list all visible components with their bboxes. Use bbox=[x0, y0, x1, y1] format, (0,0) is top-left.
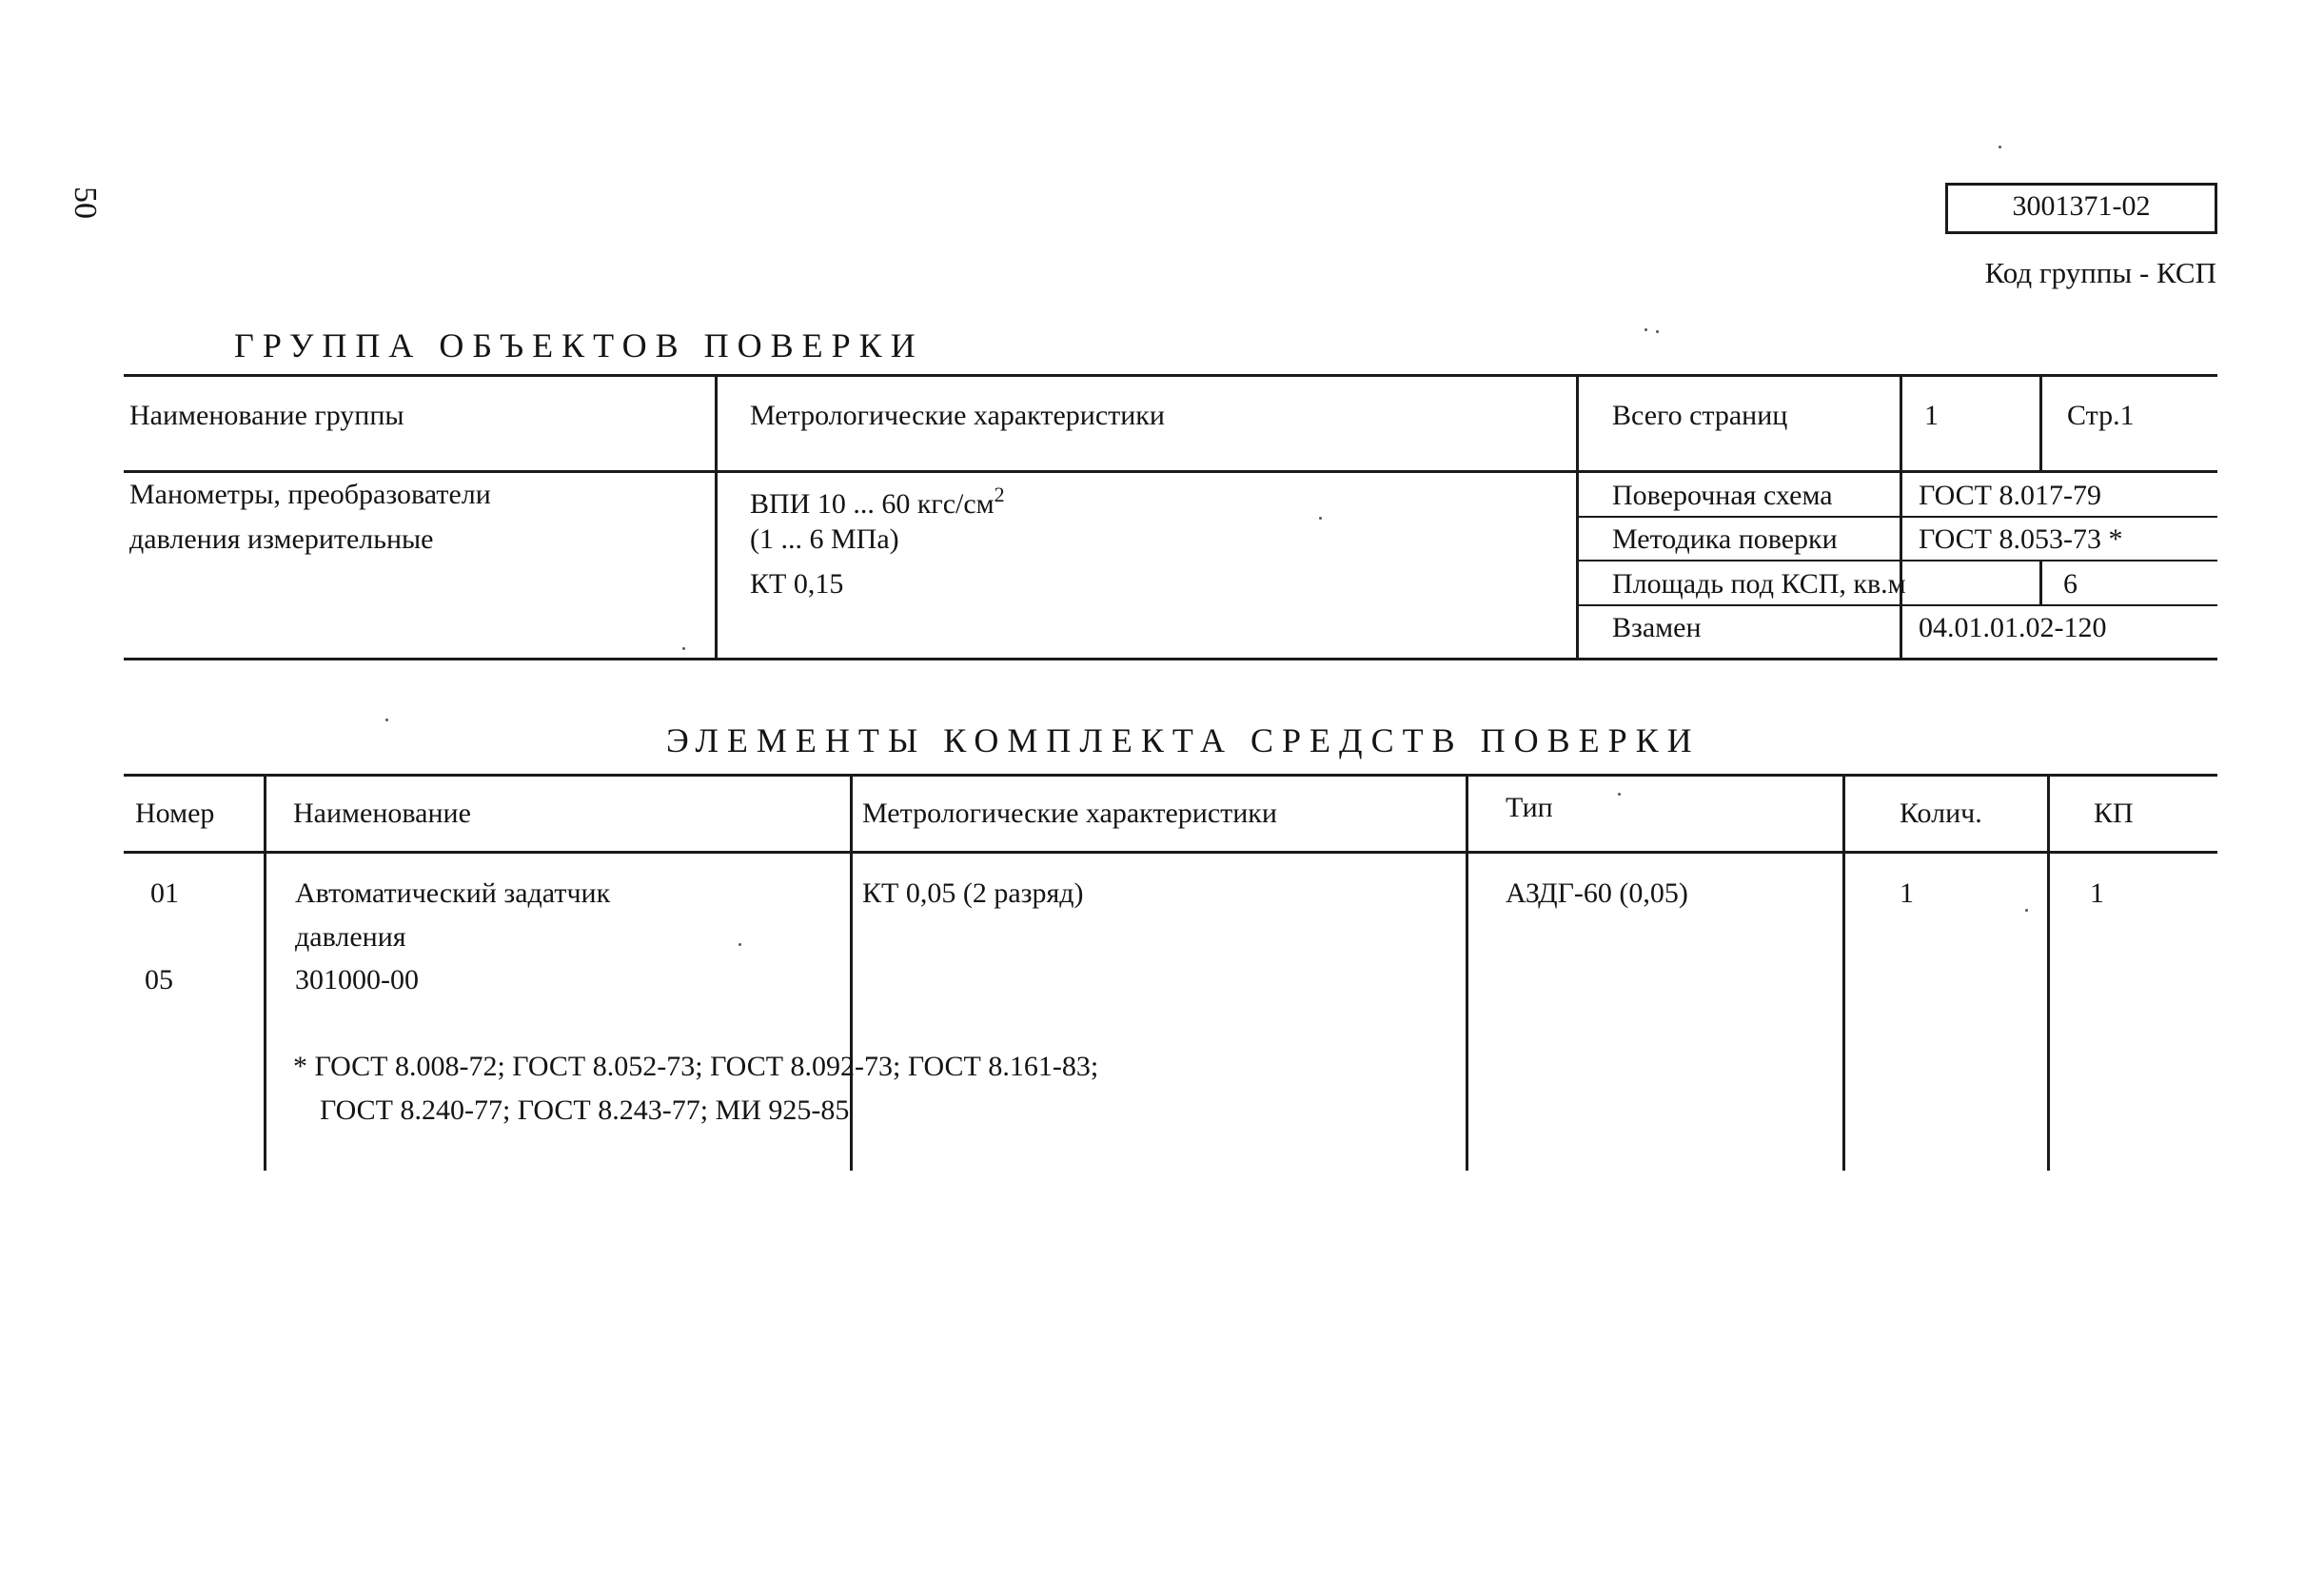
footnote-line-1: * ГОСТ 8.008-72; ГОСТ 8.052-73; ГОСТ 8.092-73; ГОСТ 8.161-83; bbox=[293, 1051, 1099, 1082]
info-value-replaces: 04.01.01.02-120 bbox=[1919, 612, 2107, 643]
section2-top-rule bbox=[124, 774, 2217, 777]
info-label-area: Площадь под КСП, кв.м bbox=[1612, 568, 1906, 600]
info-value-method: ГОСТ 8.053-73 * bbox=[1919, 523, 2123, 555]
section1-header-rule bbox=[124, 470, 2217, 473]
row1-kp: 1 bbox=[2090, 877, 2104, 909]
col-header-element-metrology: Метрологические характеристики bbox=[862, 798, 1277, 829]
metrology-mpa: (1 ... 6 МПа) bbox=[750, 523, 899, 555]
scan-speck bbox=[2025, 909, 2028, 912]
info-rule-1 bbox=[1578, 516, 2217, 518]
scan-speck bbox=[682, 647, 685, 650]
col-header-qty: Колич. bbox=[1900, 798, 1982, 829]
section1-col-divider-2 bbox=[1576, 376, 1579, 660]
section2-header-rule bbox=[124, 851, 2217, 854]
group-name-line-2: давления измерительные bbox=[129, 523, 434, 555]
section1-col-divider-4 bbox=[2039, 376, 2042, 471]
doc-code: 3001371-02 bbox=[2012, 190, 2151, 222]
section2-title: ЭЛЕМЕНТЫ КОМПЛЕКТА СРЕДСТВ ПОВЕРКИ bbox=[666, 721, 1701, 759]
section1-col-divider-5 bbox=[2039, 562, 2042, 606]
metrology-range bbox=[750, 479, 1005, 521]
col-header-kp: КП bbox=[2094, 798, 2134, 829]
scan-speck bbox=[1999, 146, 2001, 148]
section2-col-divider-3 bbox=[1466, 776, 1468, 1171]
page-label: Стр.1 bbox=[2067, 400, 2135, 431]
section2-col-divider-5 bbox=[2047, 776, 2050, 1171]
col-header-name: Наименование bbox=[293, 798, 471, 829]
info-label-method: Методика поверки bbox=[1612, 523, 1838, 555]
row1-type: АЗДГ-60 (0,05) bbox=[1506, 877, 1688, 909]
info-label-scheme: Поверочная схема bbox=[1612, 480, 1833, 511]
metrology-class: КТ 0,15 bbox=[750, 568, 844, 600]
section1-col-divider-3 bbox=[1900, 376, 1902, 660]
scan-speck bbox=[1644, 328, 1647, 331]
group-code: Код группы - КСП bbox=[1984, 256, 2216, 289]
doc-code-box bbox=[1945, 183, 2217, 234]
col-header-metrology: Метрологические характеристики bbox=[750, 400, 1165, 431]
row1-qty: 1 bbox=[1900, 877, 1914, 909]
total-pages-value: 1 bbox=[1924, 400, 1939, 431]
row1-name-line-1: Автоматический задатчик bbox=[295, 877, 611, 909]
section1-bottom-rule bbox=[124, 658, 2217, 660]
metrology-range-exponent: 2 bbox=[994, 483, 1005, 506]
scan-speck bbox=[1618, 793, 1621, 796]
metrology-range-text: ВПИ 10 ... 60 кгс/см bbox=[750, 488, 994, 520]
footnote-line-2: ГОСТ 8.240-77; ГОСТ 8.243-77; МИ 925-85 bbox=[320, 1094, 850, 1126]
info-value-area: 6 bbox=[2063, 568, 2078, 600]
scan-speck bbox=[385, 719, 388, 721]
scan-speck bbox=[1656, 330, 1659, 333]
row1-name-line-2: давления bbox=[295, 921, 406, 953]
col-header-group-name: Наименование группы bbox=[129, 400, 404, 431]
section1-top-rule bbox=[124, 374, 2217, 377]
section2-col-divider-2 bbox=[850, 776, 853, 1171]
scan-speck bbox=[738, 943, 741, 946]
section1-title: ГРУППА ОБЪЕКТОВ ПОВЕРКИ bbox=[234, 326, 924, 365]
row2-number: 05 bbox=[145, 964, 173, 995]
col-header-number: Номер bbox=[135, 798, 215, 829]
row2-name: 301000-00 bbox=[295, 964, 419, 995]
section1-col-divider-1 bbox=[715, 376, 718, 660]
info-rule-2 bbox=[1578, 560, 2217, 562]
section2-col-divider-4 bbox=[1842, 776, 1845, 1171]
col-header-total-pages: Всего страниц bbox=[1612, 400, 1788, 431]
row1-metrology: КТ 0,05 (2 разряд) bbox=[862, 877, 1084, 909]
col-header-type: Тип bbox=[1506, 792, 1553, 823]
row1-number: 01 bbox=[150, 877, 179, 909]
section2-col-divider-1 bbox=[264, 776, 266, 1171]
scan-speck bbox=[1319, 517, 1322, 520]
page-number: 50 bbox=[68, 187, 103, 219]
info-value-scheme: ГОСТ 8.017-79 bbox=[1919, 480, 2101, 511]
info-label-replaces: Взамен bbox=[1612, 612, 1702, 643]
info-rule-3 bbox=[1578, 604, 2217, 606]
group-name-line-1: Манометры, преобразователи bbox=[129, 479, 491, 510]
